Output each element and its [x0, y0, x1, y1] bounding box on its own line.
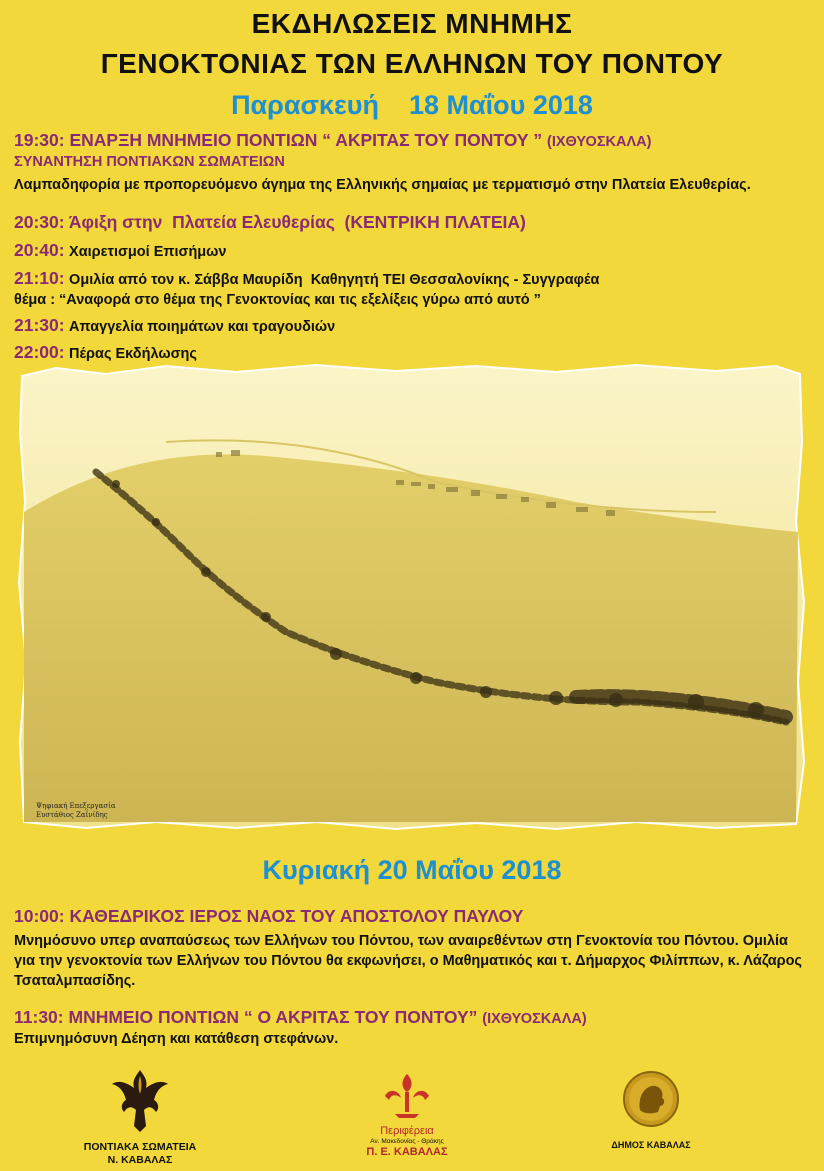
logo-dimos-kavalas: [596, 1070, 706, 1152]
event-1930: [14, 130, 814, 151]
event-time: 10:00:: [14, 906, 65, 926]
logo-caption-line2: Ν. ΚΑΒΑΛΑΣ: [107, 1154, 173, 1166]
event-time: 19:30:: [14, 130, 65, 150]
event-title: Χαιρετισμοί Επισήμων: [69, 244, 227, 260]
event-note: (ΙΧΘΥΟΣΚΑΛΑ): [482, 1011, 587, 1027]
event-time: 21:10:: [14, 268, 65, 288]
poster-title-line1: ΕΚΔΗΛΩΣΕΙΣ ΜΝΗΜΗΣ: [251, 8, 573, 39]
event-description: Λαμπαδηφορία με προπορευόμενο άγημα της Ελληνικής σημαίας με τερματισμό στην Πλατεία Ελευθερίας.: [14, 177, 751, 193]
event-time: 21:30:: [14, 315, 65, 335]
event-2200: [14, 342, 814, 363]
event-title: ΜΝΗΜΕΙΟ ΠΟΝΤΙΩΝ “ Ο ΑΚΡΙΤΑΣ ΤΟΥ ΠΟΝΤΟΥ”: [68, 1007, 478, 1027]
event-subtitle: ΣΥΝΑΝΤΗΣΗ ΠΟΝΤΙΑΚΩΝ ΣΩΜΑΤΕΙΩΝ: [14, 154, 285, 170]
logo-perifereia: [352, 1070, 462, 1159]
logo-caption-line1: ΔΗΜΟΣ ΚΑΒΑΛΑΣ: [611, 1140, 691, 1150]
photo-illustration: [16, 362, 806, 832]
photo-credit-line2: Ευστάθιος Ζαΐνίδης: [36, 811, 108, 819]
day2-date: Κυριακή 20 Μαΐου 2018: [262, 855, 562, 885]
event-2030: [14, 212, 814, 233]
photo-credit: [36, 802, 116, 820]
day1-date: Παρασκευή 18 Μαΐου 2018: [231, 90, 593, 120]
event-2040: [14, 240, 814, 261]
event-note: (ΙΧΘΥΟΣΚΑΛΑ): [547, 134, 652, 150]
event-title: Πέρας Εκδήλωσης: [69, 346, 197, 362]
photo-credit-line1: Ψηφιακή Επεξεργασία: [36, 802, 116, 810]
event-topic: θέμα : “Αναφορά στο θέμα της Γενοκτονίας και τις εξελίξεις γύρω από αυτό ”: [14, 292, 541, 308]
event-1000: [14, 906, 814, 927]
historical-photo: [16, 362, 806, 832]
poster-title-line2: ΓΕΝΟΚΤΟΝΙΑΣ ΤΩΝ ΕΛΛΗΝΩΝ ΤΟΥ ΠΟΝΤΟΥ: [100, 48, 724, 79]
event-time: 22:00:: [14, 342, 65, 362]
event-time: 20:30:: [14, 212, 65, 232]
event-1130: [14, 1007, 814, 1028]
logo-caption-line1: Περιφέρεια: [380, 1125, 434, 1137]
eagle-icon: [110, 1066, 170, 1136]
logo-caption-line1: ΠΟΝΤΙΑΚΑ ΣΩΜΑΤΕΙΑ: [83, 1141, 197, 1153]
event-title: Ομιλία από τον κ. Σάββα Μαυρίδη Καθηγητή ΤΕΙ Θεσσαλονίκης - Συγγραφέα: [69, 272, 600, 288]
logo-caption-line3: Π. Ε. ΚΑΒΑΛΑΣ: [366, 1146, 448, 1158]
event-time: 20:40:: [14, 240, 65, 260]
event-time: 11:30:: [14, 1007, 64, 1027]
event-description: Μνημόσυνο υπερ αναπαύσεως των Ελλήνων του Πόντου, των αναιρεθέντων στη Γενοκτονία του Πόντου. Ομιλία για την γενοκτονία των Ελλήνων του Πόντου θα εκφωνήσει, ο Μαθηματικός και τ. Δήμαρχος Φιλίππων, κ. Λάζαρος Τσαταλμπασίδης.: [14, 933, 802, 989]
event-title: ΚΑΘΕΔΡΙΚΟΣ ΙΕΡΟΣ ΝΑΟΣ ΤΟΥ ΑΠΟΣΤΟΛΟΥ ΠΑΥΛΟΥ: [69, 906, 524, 926]
event-title: ΕΝΑΡΞΗ ΜΝΗΜΕΙΟ ΠΟΝΤΙΩΝ “ ΑΚΡΙΤΑΣ ΤΟΥ ΠΟΝΤΟΥ ”: [69, 130, 543, 150]
coin-icon: [622, 1070, 680, 1128]
event-description: Επιμνημόσυνη Δέηση και κατάθεση στεφάνων.: [14, 1031, 339, 1047]
logo-caption-line2: Αν. Μακεδονίας - Θράκης: [370, 1138, 444, 1145]
logo-pontiaka-somateia: [80, 1066, 200, 1167]
event-title: Άφιξη στην Πλατεία Ελευθερίας (ΚΕΝΤΡΙΚΗ ΠΛΑΤΕΙΑ): [68, 212, 526, 232]
event-title: Απαγγελία ποιημάτων και τραγουδιών: [69, 319, 336, 335]
event-2130: [14, 315, 814, 336]
ornament-icon: [379, 1070, 435, 1120]
event-2110: [14, 268, 814, 289]
